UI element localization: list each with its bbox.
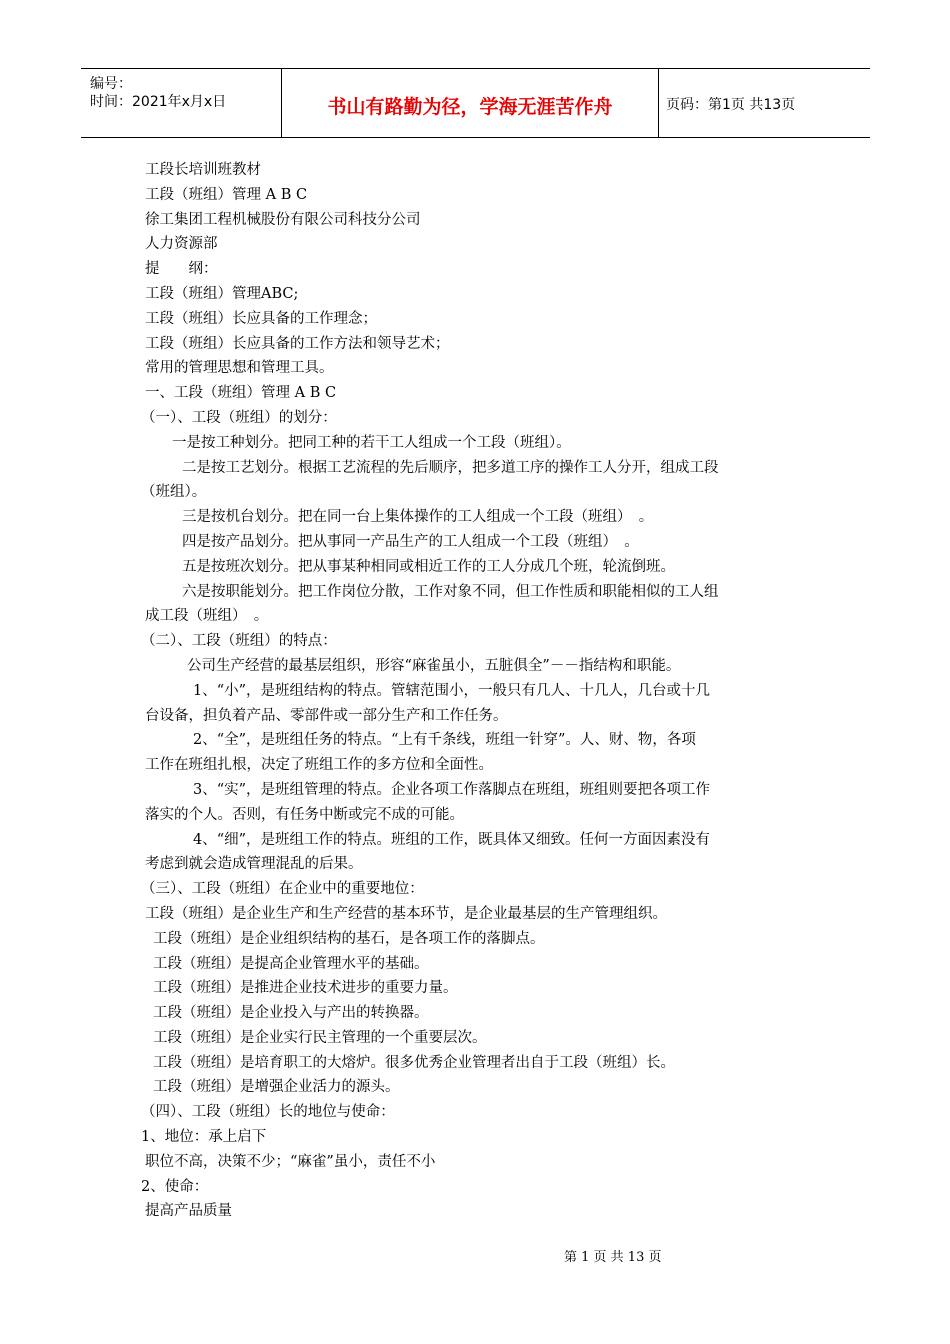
document-body <box>141 158 815 1224</box>
text-line: 工作在班组扎根，决定了班组工作的多方位和全面性。 <box>145 757 493 774</box>
text-line: 公司生产经营的最基层组织，形容“麻雀虽小，五脏俱全”－－指结构和职能。 <box>187 657 681 674</box>
header-meta-cell <box>81 69 282 137</box>
text-line: 职位不高，决策不少；“麻雀”虽小，责任不小 <box>145 1153 436 1170</box>
subsection-heading: （三）、工段（班组）在企业中的重要地位： <box>141 881 424 898</box>
header-page-cell <box>659 69 870 137</box>
text-line: 工段（班组）是推进企业技术进步的重要力量。 <box>153 980 458 997</box>
text-line: 工段（班组）管理ABC; <box>145 285 299 302</box>
text-line: 人力资源部 <box>145 236 218 253</box>
number-label: 编号： <box>90 76 132 92</box>
text-line: 工段（班组）是提高企业管理水平的基础。 <box>153 955 429 972</box>
text-line: 2、使命： <box>141 1178 209 1195</box>
document-header <box>81 68 870 138</box>
text-line: 1、“小”，是班组结构的特点。管辖范围小，一般只有几人、十几人，几台或十几 <box>193 682 711 699</box>
text-line: 工段（班组）长应具备的工作方法和领导艺术； <box>145 335 450 352</box>
text-line: 工段长培训班教材 <box>145 162 261 178</box>
text-line: 台设备，担负着产品、零部件或一部分生产和工作任务。 <box>145 707 508 724</box>
text-line: 提高产品质量 <box>145 1203 232 1220</box>
motto-text: 书山有路勤为径，学海无涯苦作舟 <box>327 95 613 118</box>
text-line: 3、“实”，是班组管理的特点。企业各项工作落脚点在班组，班组则要把各项工作 <box>193 781 711 798</box>
text-line: 工段（班组）是企业实行民主管理的一个重要层次。 <box>153 1029 487 1046</box>
text-line: 提 纲： <box>145 261 218 278</box>
text-line: 常用的管理思想和管理工具。 <box>145 360 334 377</box>
text-line: 工段（班组）是增强企业活力的源头。 <box>153 1079 400 1096</box>
text-line: 1、地位：承上启下 <box>141 1129 267 1146</box>
text-line: 工段（班组）是企业组织结构的基石，是各项工作的落脚点。 <box>153 930 545 947</box>
text-line: 工段（班组）是企业生产和生产经营的基本环节，是企业最基层的生产管理组织。 <box>145 905 667 922</box>
subsection-heading: （四）、工段（班组）长的地位与使命： <box>141 1104 395 1121</box>
text-line: 四是按产品划分。把从事同一产品生产的工人组成一个工段（班组） 。 <box>182 533 639 550</box>
text-line: 落实的个人。否则，有任务中断或完不成的可能。 <box>145 806 464 823</box>
page-number-label: 页码：第1页 共13页 <box>666 97 796 113</box>
text-line: 六是按职能划分。把工作岗位分散，工作对象不同，但工作性质和职能相似的工人组 <box>182 583 719 600</box>
text-line: （班组）。 <box>141 484 207 501</box>
section-heading: 一、工段（班组）管理 A B C <box>145 385 337 402</box>
text-line: 2、“全”，是班组任务的特点。“上有千条线，班组一针穿”。人、财、物，各项 <box>193 732 696 749</box>
text-line: 工段（班组）是企业投入与产出的转换器。 <box>153 1005 429 1022</box>
text-line: 徐工集团工程机械股份有限公司科技分公司 <box>145 211 421 228</box>
text-line: 五是按班次划分。把从事某种相同或相近工作的工人分成几个班，轮流倒班。 <box>182 558 675 575</box>
text-line: 三是按机台划分。把在同一台上集体操作的工人组成一个工段（班组） 。 <box>182 509 654 526</box>
subsection-heading: （一）、工段（班组）的划分： <box>141 409 337 426</box>
text-line: 工段（班组）是培育职工的大熔炉。很多优秀企业管理者出自于工段（班组）长。 <box>153 1054 675 1071</box>
text-line: 成工段（班组） 。 <box>145 608 269 625</box>
text-line: 二是按工艺划分。根据工艺流程的先后顺序，把多道工序的操作工人分开，组成工段 <box>182 459 719 476</box>
text-line: 4、“细”，是班组工作的特点。班组的工作，既具体又细致。任何一方面因素没有 <box>193 831 711 848</box>
text-line: 一是按工种划分。把同工种的若干工人组成一个工段（班组）。 <box>172 434 571 451</box>
date-label: 时间：2021年x月x日 <box>90 94 227 110</box>
text-line: 工段（班组）管理 A B C <box>145 186 308 203</box>
header-motto-cell <box>282 69 659 137</box>
text-line: 工段（班组）长应具备的工作理念； <box>145 310 377 327</box>
subsection-heading: （二）、工段（班组）的特点： <box>141 633 337 650</box>
footer-page-number: 第 1 页 共 13 页 <box>564 1250 662 1265</box>
text-line: 考虑到就会造成管理混乱的后果。 <box>145 856 363 873</box>
